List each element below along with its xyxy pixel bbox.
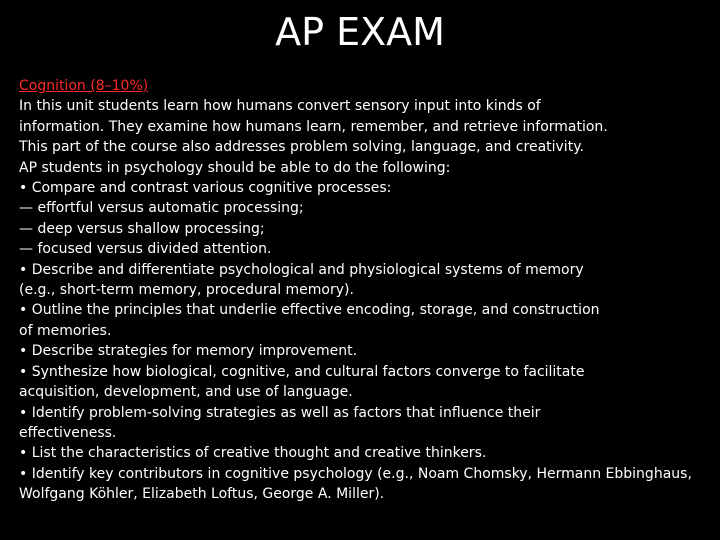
bullet-item: • Outline the principles that underlie effective encoding, storage, and construction [19,302,600,319]
bullet-continuation: Wolfgang Köhler, Elizabeth Loftus, George A. Miller). [19,486,385,503]
slide-body [19,76,709,505]
sub-item: — focused versus divided attention. [19,241,272,258]
bullet-item: • Identify key contributors in cognitive psychology (e.g., Noam Chomsky, Hermann Ebbinghaus, [19,465,692,482]
sub-item: — effortful versus automatic processing; [19,200,304,217]
bullet-continuation: (e.g., short-term memory, procedural memory). [19,282,354,299]
bullet-item: • Synthesize how biological, cognitive, and cultural factors converge to facilitate [19,363,585,380]
bullet-item: • List the characteristics of creative thought and creative thinkers. [19,445,487,462]
body-line: In this unit students learn how humans convert sensory input into kinds of [19,98,541,115]
body-line: AP students in psychology should be able to do the following: [19,159,451,176]
body-line: information. They examine how humans learn, remember, and retrieve information. [19,118,608,135]
bullet-continuation: acquisition, development, and use of language. [19,384,353,401]
section-heading: Cognition (8–10%) [19,78,149,94]
bullet-item: • Describe strategies for memory improvement. [19,343,358,360]
slide-title: AP EXAM [275,10,445,54]
bullet-continuation: of memories. [19,322,112,339]
bullet-item: • Compare and contrast various cognitive processes: [19,180,392,197]
sub-item: — deep versus shallow processing; [19,220,265,237]
body-line: This part of the course also addresses problem solving, language, and creativity. [19,139,584,156]
bullet-item: • Describe and differentiate psychological and physiological systems of memory [19,261,584,278]
bullet-item: • Identify problem-solving strategies as well as factors that influence their [19,404,541,421]
bullet-continuation: effectiveness. [19,424,117,441]
